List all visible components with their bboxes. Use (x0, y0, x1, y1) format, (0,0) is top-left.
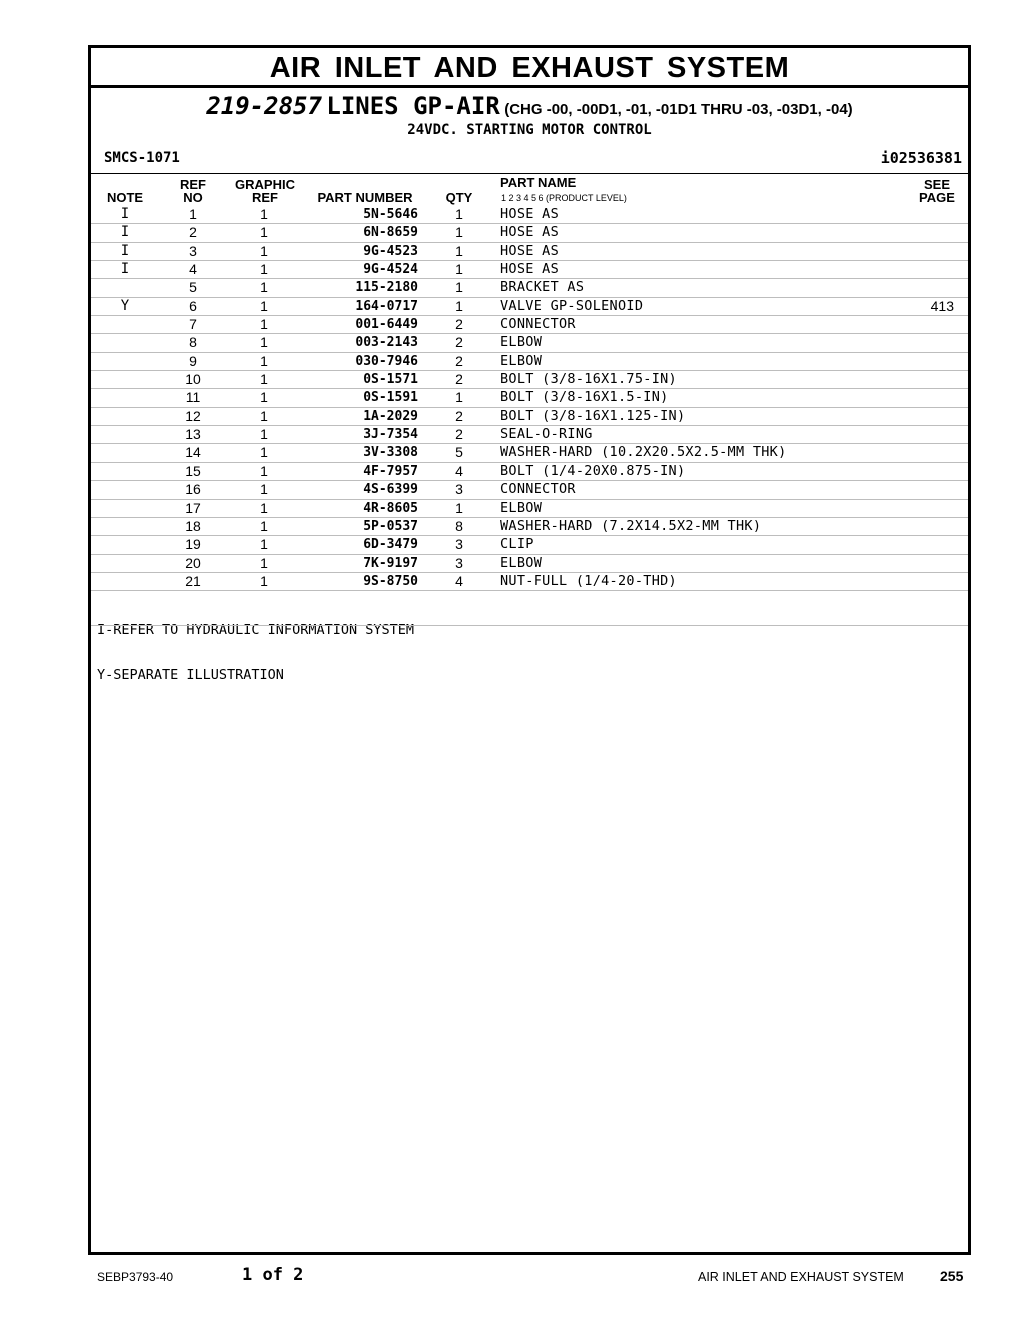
row-ref-no: 21 (185, 572, 201, 589)
header-part-number: PART NUMBER (317, 190, 413, 205)
group-name: LINES GP-AIR (326, 92, 500, 120)
row-part-name: VALVE GP-SOLENOID (500, 297, 644, 314)
row-qty: 1 (455, 224, 463, 241)
table-row (91, 481, 968, 499)
row-qty: 1 (455, 242, 463, 259)
row-part-number: 4R-8605 (363, 500, 418, 516)
row-part-name: ELBOW (500, 352, 543, 369)
row-ref-no: 10 (185, 371, 201, 388)
row-ref-no: 19 (185, 536, 201, 553)
row-graphic-ref: 1 (260, 444, 268, 461)
row-qty: 3 (455, 536, 463, 553)
row-part-name: BRACKET AS (500, 279, 585, 296)
row-qty: 1 (455, 297, 463, 314)
row-part-number: 3V-3308 (363, 445, 418, 461)
row-part-name: SEAL-O-RING (500, 426, 593, 443)
row-graphic-ref: 1 (260, 407, 268, 424)
row-part-name: CONNECTOR (500, 316, 576, 333)
row-part-name: CONNECTOR (500, 481, 576, 498)
row-graphic-ref: 1 (260, 481, 268, 498)
row-part-number: 115-2180 (355, 280, 418, 296)
header-qty: QTY (445, 190, 473, 205)
group-subtitle: 24VDC. STARTING MOTOR CONTROL (407, 122, 652, 138)
table-row (91, 353, 968, 371)
row-ref-no: 7 (189, 316, 197, 333)
row-part-number: 4S-6399 (363, 482, 418, 498)
row-ref-no: 1 (189, 206, 197, 222)
row-ref-no: 5 (189, 279, 197, 296)
table-row (91, 334, 968, 352)
table-row (91, 444, 968, 462)
row-qty: 8 (455, 517, 463, 534)
row-part-name: ELBOW (500, 334, 543, 351)
row-graphic-ref: 1 (260, 261, 268, 278)
row-graphic-ref: 1 (260, 462, 268, 479)
row-graphic-ref: 1 (260, 536, 268, 553)
header-see-top: SEE (923, 177, 950, 192)
row-qty: 2 (455, 334, 463, 351)
header-note: NOTE (106, 190, 144, 205)
notes-divider (91, 625, 968, 626)
footer-page-of: 1 of 2 (242, 1265, 304, 1285)
table-row (91, 389, 968, 407)
row-part-name: WASHER-HARD (10.2X20.5X2.5-MM THK) (500, 444, 787, 461)
row-part-number: 5P-0537 (363, 518, 418, 534)
header-ref-top: REF (180, 177, 206, 192)
row-part-name: BOLT (1/4-20X0.875-IN) (500, 462, 686, 479)
row-graphic-ref: 1 (260, 242, 268, 259)
row-qty: 4 (455, 572, 463, 589)
footer-section: AIR INLET AND EXHAUST SYSTEM (698, 1270, 904, 1284)
row-part-name: BOLT (3/8-16X1.125-IN) (500, 407, 686, 424)
row-ref-no: 11 (185, 389, 201, 406)
row-ref-no: 9 (189, 352, 197, 369)
row-graphic-ref: 1 (260, 224, 268, 241)
row-ref-no: 8 (189, 334, 197, 351)
row-part-name: CLIP (500, 536, 534, 553)
row-part-name: HOSE AS (500, 261, 559, 278)
row-graphic-ref: 1 (260, 206, 268, 222)
row-part-number: 9S-8750 (363, 573, 418, 589)
row-part-number: 7K-9197 (363, 555, 418, 571)
row-ref-no: 15 (185, 462, 201, 479)
row-part-number: 9G-4524 (363, 262, 418, 278)
row-note: I (120, 242, 130, 259)
note-line: Y-SEPARATE ILLUSTRATION (97, 667, 284, 684)
table-row (91, 206, 968, 224)
row-graphic-ref: 1 (260, 572, 268, 589)
row-part-number: 164-0717 (355, 298, 418, 314)
row-qty: 1 (455, 206, 463, 222)
system-title: AIR INLET AND EXHAUST SYSTEM (91, 48, 968, 88)
note-line: I-REFER TO HYDRAULIC INFORMATION SYSTEM (97, 622, 414, 639)
row-graphic-ref: 1 (260, 297, 268, 314)
row-part-name: BOLT (3/8-16X1.5-IN) (500, 389, 669, 406)
row-ref-no: 12 (185, 407, 201, 424)
row-ref-no: 20 (185, 554, 201, 571)
row-note: Y (120, 297, 130, 314)
row-ref-no: 2 (189, 224, 197, 241)
group-number: 219-2857 (206, 92, 322, 120)
table-row (91, 408, 968, 426)
footer-doc-number: SEBP3793-40 (97, 1270, 174, 1284)
row-part-number: 6N-8659 (363, 225, 418, 241)
table-row (91, 463, 968, 481)
row-qty: 4 (455, 462, 463, 479)
row-part-number: 001-6449 (355, 317, 418, 333)
row-ref-no: 14 (185, 444, 201, 461)
header-see-bottom: PAGE (919, 190, 955, 205)
row-qty: 5 (455, 444, 463, 461)
row-ref-no: 16 (185, 481, 201, 498)
table-row (91, 518, 968, 536)
notes-block (97, 593, 414, 713)
row-qty: 1 (455, 279, 463, 296)
row-qty: 2 (455, 371, 463, 388)
row-part-number: 9G-4523 (363, 243, 418, 259)
table-row (91, 243, 968, 261)
row-graphic-ref: 1 (260, 316, 268, 333)
change-levels: (CHG -00, -00D1, -01, -01D1 THRU -03, -03D1, -04) (504, 101, 853, 118)
row-part-number: 003-2143 (355, 335, 418, 351)
row-note: I (120, 224, 130, 241)
row-note: I (120, 206, 130, 222)
row-qty: 1 (455, 389, 463, 406)
row-part-number: 3J-7354 (363, 427, 418, 443)
row-qty: 3 (455, 554, 463, 571)
row-part-name: HOSE AS (500, 206, 559, 222)
row-ref-no: 13 (185, 426, 201, 443)
row-part-number: 4F-7957 (363, 463, 418, 479)
row-graphic-ref: 1 (260, 499, 268, 516)
row-graphic-ref: 1 (260, 389, 268, 406)
row-part-name: BOLT (3/8-16X1.75-IN) (500, 371, 677, 388)
header-ref-bottom: NO (183, 190, 203, 205)
row-part-name: NUT-FULL (1/4-20-THD) (500, 572, 677, 589)
table-row (91, 224, 968, 242)
parts-table-body (91, 206, 968, 591)
table-row (91, 279, 968, 297)
page-frame (88, 45, 971, 1255)
row-ref-no: 17 (185, 499, 201, 516)
header-product-level: 1 2 3 4 5 6 (PRODUCT LEVEL) (501, 193, 627, 203)
row-qty: 2 (455, 352, 463, 369)
row-ref-no: 18 (185, 517, 201, 534)
row-note: I (120, 261, 130, 278)
row-part-name: WASHER-HARD (7.2X14.5X2-MM THK) (500, 517, 762, 534)
header-divider (91, 173, 968, 174)
table-row (91, 500, 968, 518)
row-part-name: ELBOW (500, 499, 543, 516)
row-see-page: 413 (930, 297, 954, 314)
row-graphic-ref: 1 (260, 279, 268, 296)
row-graphic-ref: 1 (260, 371, 268, 388)
row-graphic-ref: 1 (260, 517, 268, 534)
table-row (91, 261, 968, 279)
row-part-name: HOSE AS (500, 242, 559, 259)
table-row (91, 573, 968, 591)
row-graphic-ref: 1 (260, 554, 268, 571)
row-part-name: ELBOW (500, 554, 543, 571)
table-row (91, 426, 968, 444)
header-graphic-top: GRAPHIC (235, 177, 295, 192)
smcs-code: SMCS-1071 (104, 150, 180, 166)
row-qty: 1 (455, 261, 463, 278)
row-ref-no: 3 (189, 242, 197, 259)
row-graphic-ref: 1 (260, 334, 268, 351)
row-graphic-ref: 1 (260, 426, 268, 443)
table-row (91, 555, 968, 573)
header-graphic-bottom: REF (252, 190, 278, 205)
row-part-number: 030-7946 (355, 353, 418, 369)
row-ref-no: 4 (189, 261, 197, 278)
row-qty: 2 (455, 426, 463, 443)
footer-page-number: 255 (940, 1268, 964, 1284)
header-part-name: PART NAME (500, 175, 577, 190)
row-qty: 1 (455, 499, 463, 516)
row-qty: 2 (455, 316, 463, 333)
group-heading (91, 92, 968, 120)
row-ref-no: 6 (189, 297, 197, 314)
row-part-number: 1A-2029 (363, 408, 418, 424)
table-row (91, 298, 968, 316)
row-part-number: 5N-5646 (363, 207, 418, 222)
table-row (91, 536, 968, 554)
row-graphic-ref: 1 (260, 352, 268, 369)
row-part-number: 0S-1571 (363, 372, 418, 388)
row-part-name: HOSE AS (500, 224, 559, 241)
row-part-number: 6D-3479 (363, 537, 418, 553)
row-qty: 3 (455, 481, 463, 498)
table-row (91, 316, 968, 334)
table-row (91, 371, 968, 389)
row-qty: 2 (455, 407, 463, 424)
row-part-number: 0S-1591 (363, 390, 418, 406)
illustration-id: i02536381 (880, 149, 962, 167)
